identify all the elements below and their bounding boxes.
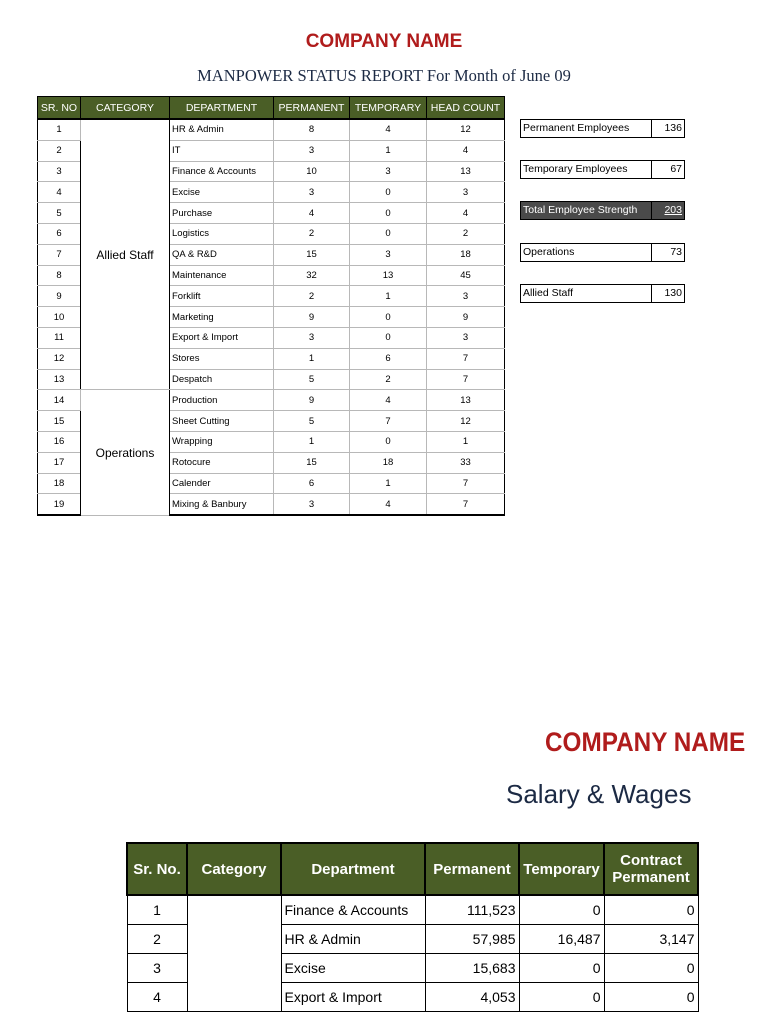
salary-header-permanent: Permanent bbox=[425, 843, 519, 895]
temporary-cell: 0 bbox=[350, 223, 427, 244]
temporary-cell: 0 bbox=[350, 431, 427, 452]
sr-no-cell: 17 bbox=[38, 452, 81, 473]
head-count-cell: 7 bbox=[427, 348, 505, 369]
salary-temporary-cell: 16,487 bbox=[519, 925, 604, 954]
department-cell: QA & R&D bbox=[170, 244, 274, 265]
department-cell: Logistics bbox=[170, 223, 274, 244]
permanent-cell: 3 bbox=[274, 327, 350, 348]
salary-department-cell: Finance & Accounts bbox=[281, 895, 425, 925]
sr-no-cell: 19 bbox=[38, 494, 81, 515]
permanent-cell: 3 bbox=[274, 494, 350, 515]
head-count-cell: 4 bbox=[427, 203, 505, 224]
department-cell: Mixing & Banbury bbox=[170, 494, 274, 515]
department-cell: Despatch bbox=[170, 369, 274, 390]
temporary-cell: 4 bbox=[350, 494, 427, 515]
sr-no-cell: 18 bbox=[38, 473, 81, 494]
head-count-cell: 1 bbox=[427, 431, 505, 452]
header-sr-no: SR. NO bbox=[38, 97, 81, 120]
temporary-cell: 1 bbox=[350, 140, 427, 161]
permanent-cell: 15 bbox=[274, 244, 350, 265]
head-count-cell: 13 bbox=[427, 390, 505, 411]
header-department: DEPARTMENT bbox=[170, 97, 274, 120]
sr-no-cell: 13 bbox=[38, 369, 81, 390]
head-count-cell: 7 bbox=[427, 369, 505, 390]
salary-permanent-cell: 111,523 bbox=[425, 895, 519, 925]
salary-header-sr-no: Sr. No. bbox=[127, 843, 187, 895]
salary-header-row bbox=[127, 843, 698, 895]
summary-label: Total Employee Strength bbox=[521, 202, 652, 219]
sr-no-cell: 3 bbox=[38, 161, 81, 182]
summary-value: 136 bbox=[664, 122, 682, 134]
permanent-cell: 3 bbox=[274, 182, 350, 203]
header-head-count: HEAD COUNT bbox=[427, 97, 505, 120]
summary-value: 67 bbox=[670, 163, 682, 175]
salary-contract-cell: 3,147 bbox=[604, 925, 698, 954]
temporary-cell: 1 bbox=[350, 473, 427, 494]
salary-temporary-cell: 0 bbox=[519, 983, 604, 1012]
sr-no-cell: 12 bbox=[38, 348, 81, 369]
department-cell: Calender bbox=[170, 473, 274, 494]
sr-no-cell: 16 bbox=[38, 431, 81, 452]
department-cell: Marketing bbox=[170, 307, 274, 328]
permanent-cell: 2 bbox=[274, 223, 350, 244]
salary-temporary-cell: 0 bbox=[519, 895, 604, 925]
salary-category-cell bbox=[187, 895, 281, 1012]
salary-row bbox=[127, 895, 698, 925]
salary-header-temporary: Temporary bbox=[519, 843, 604, 895]
salary-permanent-cell: 57,985 bbox=[425, 925, 519, 954]
salary-sr-no-cell: 2 bbox=[127, 925, 187, 954]
head-count-cell: 13 bbox=[427, 161, 505, 182]
permanent-cell: 32 bbox=[274, 265, 350, 286]
header-temporary: TEMPORARY bbox=[350, 97, 427, 120]
temporary-cell: 6 bbox=[350, 348, 427, 369]
head-count-cell: 7 bbox=[427, 494, 505, 515]
summary-value: 203 bbox=[664, 204, 682, 216]
summary-label: Temporary Employees bbox=[521, 161, 652, 178]
salary-department-cell: HR & Admin bbox=[281, 925, 425, 954]
head-count-cell: 12 bbox=[427, 119, 505, 140]
summary-label: Permanent Employees bbox=[521, 120, 652, 137]
salary-contract-cell: 0 bbox=[604, 895, 698, 925]
salary-table bbox=[126, 842, 699, 1012]
head-count-cell: 18 bbox=[427, 244, 505, 265]
head-count-cell: 45 bbox=[427, 265, 505, 286]
temporary-cell: 0 bbox=[350, 327, 427, 348]
head-count-cell: 3 bbox=[427, 327, 505, 348]
salary-header-department: Department bbox=[281, 843, 425, 895]
department-cell: Rotocure bbox=[170, 452, 274, 473]
temporary-cell: 0 bbox=[350, 203, 427, 224]
department-cell: IT bbox=[170, 140, 274, 161]
sr-no-cell: 11 bbox=[38, 327, 81, 348]
sr-no-cell: 1 bbox=[38, 119, 81, 140]
temporary-cell: 1 bbox=[350, 286, 427, 307]
head-count-cell: 2 bbox=[427, 223, 505, 244]
temporary-cell: 3 bbox=[350, 244, 427, 265]
salary-department-cell: Excise bbox=[281, 954, 425, 983]
temporary-cell: 4 bbox=[350, 119, 427, 140]
permanent-cell: 1 bbox=[274, 431, 350, 452]
sr-no-cell: 14 bbox=[38, 390, 81, 411]
summary-value: 130 bbox=[664, 287, 682, 299]
summary-value: 73 bbox=[670, 246, 682, 258]
head-count-cell: 7 bbox=[427, 473, 505, 494]
permanent-cell: 9 bbox=[274, 307, 350, 328]
header-permanent: PERMANENT bbox=[274, 97, 350, 120]
head-count-cell: 3 bbox=[427, 286, 505, 307]
temporary-cell: 4 bbox=[350, 390, 427, 411]
temporary-cell: 3 bbox=[350, 161, 427, 182]
permanent-cell: 5 bbox=[274, 369, 350, 390]
department-cell: Forklift bbox=[170, 286, 274, 307]
report-title: MANPOWER STATUS REPORT For Month of June 09 bbox=[197, 66, 571, 85]
permanent-cell: 3 bbox=[274, 140, 350, 161]
temporary-cell: 0 bbox=[350, 182, 427, 203]
sr-no-cell: 4 bbox=[38, 182, 81, 203]
salary-header-contract-permanent bbox=[604, 843, 698, 895]
salary-company-name: COMPANY NAME bbox=[545, 727, 746, 757]
temporary-cell: 13 bbox=[350, 265, 427, 286]
temporary-cell: 0 bbox=[350, 307, 427, 328]
head-count-cell: 4 bbox=[427, 140, 505, 161]
department-cell: Wrapping bbox=[170, 431, 274, 452]
permanent-cell: 2 bbox=[274, 286, 350, 307]
salary-sr-no-cell: 4 bbox=[127, 983, 187, 1012]
salary-contract-cell: 0 bbox=[604, 954, 698, 983]
head-count-cell: 33 bbox=[427, 452, 505, 473]
sr-no-cell: 5 bbox=[38, 203, 81, 224]
sr-no-cell: 7 bbox=[38, 244, 81, 265]
category-cell-allied-staff: Allied Staff bbox=[81, 119, 170, 390]
sr-no-cell: 10 bbox=[38, 307, 81, 328]
sr-no-cell: 2 bbox=[38, 140, 81, 161]
category-cell-operations: Operations bbox=[81, 390, 170, 515]
department-cell: Maintenance bbox=[170, 265, 274, 286]
department-cell: Production bbox=[170, 390, 274, 411]
permanent-cell: 6 bbox=[274, 473, 350, 494]
header-category: CATEGORY bbox=[81, 97, 170, 120]
department-cell: Excise bbox=[170, 182, 274, 203]
salary-permanent-cell: 4,053 bbox=[425, 983, 519, 1012]
permanent-cell: 15 bbox=[274, 452, 350, 473]
salary-title: Salary & Wages bbox=[506, 779, 692, 809]
temporary-cell: 2 bbox=[350, 369, 427, 390]
department-cell: Purchase bbox=[170, 203, 274, 224]
salary-temporary-cell: 0 bbox=[519, 954, 604, 983]
salary-sr-no-cell: 1 bbox=[127, 895, 187, 925]
sr-no-cell: 15 bbox=[38, 411, 81, 432]
permanent-cell: 8 bbox=[274, 119, 350, 140]
department-cell: Stores bbox=[170, 348, 274, 369]
contract-label: Contract bbox=[620, 852, 682, 869]
sr-no-cell: 9 bbox=[38, 286, 81, 307]
permanent-cell: 9 bbox=[274, 390, 350, 411]
salary-contract-cell: 0 bbox=[604, 983, 698, 1012]
permanent-cell: 1 bbox=[274, 348, 350, 369]
permanent-cell: 10 bbox=[274, 161, 350, 182]
contract-permanent-label: Permanent bbox=[612, 869, 690, 886]
temporary-cell: 7 bbox=[350, 411, 427, 432]
summary-label: Allied Staff bbox=[521, 285, 652, 302]
head-count-cell: 12 bbox=[427, 411, 505, 432]
department-cell: HR & Admin bbox=[170, 119, 274, 140]
permanent-cell: 4 bbox=[274, 203, 350, 224]
salary-header-category: Category bbox=[187, 843, 281, 895]
department-cell: Sheet Cutting bbox=[170, 411, 274, 432]
company-name-title: COMPANY NAME bbox=[305, 31, 463, 52]
salary-permanent-cell: 15,683 bbox=[425, 954, 519, 983]
sr-no-cell: 8 bbox=[38, 265, 81, 286]
department-cell: Finance & Accounts bbox=[170, 161, 274, 182]
head-count-cell: 3 bbox=[427, 182, 505, 203]
salary-sr-no-cell: 3 bbox=[127, 954, 187, 983]
permanent-cell: 5 bbox=[274, 411, 350, 432]
temporary-cell: 18 bbox=[350, 452, 427, 473]
sr-no-cell: 6 bbox=[38, 223, 81, 244]
summary-label: Operations bbox=[521, 244, 652, 261]
salary-department-cell: Export & Import bbox=[281, 983, 425, 1012]
head-count-cell: 9 bbox=[427, 307, 505, 328]
department-cell: Export & Import bbox=[170, 327, 274, 348]
